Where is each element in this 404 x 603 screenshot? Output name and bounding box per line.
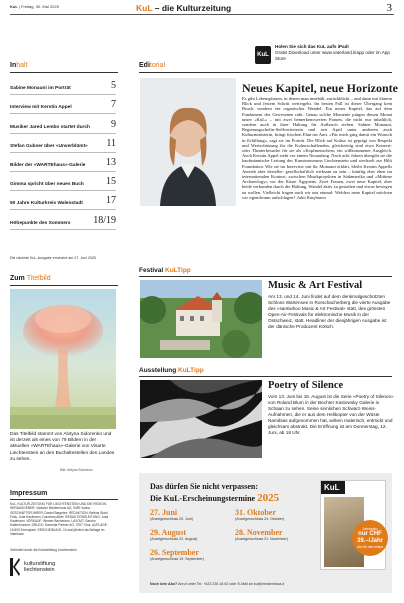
ausstellung-image xyxy=(140,380,262,458)
toc-item xyxy=(10,210,116,229)
app-promo: Holen Sie sich das KuL aufs iPad! Gratis Download unter www.vaterland.li/app oder im App Store xyxy=(275,44,390,61)
next-issue-note: Die nächste KuL-Ausgabe erscheint am 27. Juni 2025 xyxy=(10,256,96,260)
impressum-text: KuL, KULTUR-ZEITUNG FÜR LIECHTENSTEIN UND DIE REGION. HERAUSGEBER: Vaduzer Medienhaus AG, 9490 Vaduz. GESCHÄFTSFÜHRER: Daniel Bargetze. REDAKTION: Bettina Stahl-Frick, Julia Kaufmann, Dorothea Alber. REDAKTIONSLEITUNG: Julia Kaufmann. VERKAUF: Werner Bachmann. LAYOUT: Sandro Kaltenbrunner. DRUCK: Somedia Partner AG, 7007 Chur. AUFLAGE: 15.800 Exemplare. ERSCHEINUNG: 10-mal jährlich als Beilage im Vaterland. xyxy=(10,502,109,537)
ad-date-1: 27. Juni (Anzeigenschluss 20. Juni) xyxy=(150,508,193,521)
inhalt-divider xyxy=(10,72,118,73)
toc-item-page: 13 xyxy=(106,156,116,168)
publication-title: KuL – die Kulturzeitung xyxy=(136,3,232,13)
titelbild-divider xyxy=(10,285,118,286)
header-meta: KuL | Freitag, 30. Mai 2025 xyxy=(10,4,59,9)
magazine-cover: KuL xyxy=(320,480,386,570)
kulturstiftung-logo: kulturstiftung liechtenstein xyxy=(10,558,55,576)
toc-item-page: 15 xyxy=(106,176,116,188)
app-icon: KuL xyxy=(255,46,271,64)
titelbild-heading: Zum Titelbild xyxy=(10,275,51,282)
toc-item-title: Höhepunkte des Sommers xyxy=(10,220,71,226)
toc-item-title: 50 Jahre Kulturkreis Walenstadt xyxy=(10,201,83,207)
ad-date-3: 26. September (Anzeigenschluss 19. September) xyxy=(150,548,204,561)
toc-item xyxy=(10,76,116,95)
festival-body: Am 13. und 14. Juni findet auf dem denkmalgeschützten Schloss Wartensee in Rorschacherberg die vierte Ausgabe des «santiwhoo Music & Art Festival» statt, des grössten Open-Air-Festivals für elektronische Musik in der Ostschweiz, statt. Headliner der diesjährigen Ausgabe ist der dänische Producent Kölsch. xyxy=(268,294,391,329)
ausstellung-divider xyxy=(139,376,392,377)
toc-item-title: Gimma spricht über neues Buch xyxy=(10,182,84,188)
toc-item-title: Interview mit Kerstin Appel xyxy=(10,105,72,111)
ad-headline: Das dürfen Sie nicht verpassen: xyxy=(150,482,259,491)
table-of-contents xyxy=(10,76,116,230)
toc-item xyxy=(10,172,116,191)
toc-item xyxy=(10,153,116,172)
toc-item-title: Sabine Monauni im Porträt xyxy=(10,86,71,92)
festival-image xyxy=(140,280,262,358)
cover-image xyxy=(10,289,116,429)
cover-caption: Das Titelbild stammt von Alvtyna Sidorenko und ist derzeit als eines von 79 Bildern in der aktuellen «WARTEhaus»-Galerie von Visarte Liechtenstein an den Buchaltestellen des Landes zu sehen. xyxy=(10,432,115,462)
editorial-heading: Editorial xyxy=(139,62,166,69)
funding-note: Gefördert durch die Kulturstiftung Liechtenstein xyxy=(10,548,77,552)
kulturstiftung-mark-icon xyxy=(10,558,20,576)
toc-item-title: Musiker Jared Lembo startet durch xyxy=(10,124,90,130)
toc-item-page: 9 xyxy=(111,118,116,130)
toc-item xyxy=(10,95,116,114)
toc-item-page: 18/19 xyxy=(93,214,116,226)
impressum-divider xyxy=(10,499,118,500)
ad-date-4: 31. Oktober (Anzeigenschluss 24. Oktober) xyxy=(235,508,285,521)
ad-date-2: 29. August (Anzeigenschluss 22. August) xyxy=(150,528,198,541)
ad-date-5: 28. November (Anzeigenschluss 21. November) xyxy=(235,528,288,541)
editorial-title: Neues Kapitel, neue Horizonte xyxy=(242,81,398,95)
toc-item-title: Stefan Gubser über «Unverblümt» xyxy=(10,143,88,149)
toc-item xyxy=(10,134,116,153)
toc-item-page: 17 xyxy=(106,195,116,207)
toc-item-page: 5 xyxy=(111,80,116,92)
ad-contact: Noch kein Abo? Anruf unter Tel. +423 236 16 62 oder E-Mail an kul@medienhaus.li xyxy=(150,582,285,586)
toc-item-title: Bilder der «WARTEhaus»-Galerie xyxy=(10,162,86,168)
ausstellung-title: Poetry of Silence xyxy=(268,380,344,391)
ad-subheadline: Die KuL-Erscheinungstermine 2025 xyxy=(150,492,280,504)
toc-item xyxy=(10,114,116,133)
page-number: 3 xyxy=(386,2,392,14)
toc-item xyxy=(10,191,116,210)
festival-divider xyxy=(139,276,392,277)
author-portrait xyxy=(140,78,236,206)
ausstellung-label: Ausstellung KuLTipp xyxy=(139,367,204,374)
header-divider xyxy=(10,14,394,15)
impressum-heading: Impressum xyxy=(10,490,48,497)
ausstellung-body: Vom 13. Juni bis 16. August ist die Serie «Poetry of Silence» von Roland Blum in der Bechter Kastowsky Galerie in Schaan zu sehen. Seine sinnlichen Schwarz-Weiss-Aufnahmen, die er aus dem Helikopter von der Wüste Namibias aufgenommen hat, wirken malerisch, entrückt und gleichsam abstrakt. Die Eröffnung ist am Donnerstag, 12. Juni, ab 18 Uhr. xyxy=(268,394,394,435)
editorial-author: Julia Kaufmann xyxy=(296,194,326,200)
editorial-divider xyxy=(139,72,392,73)
festival-label: Festival KuLTipp xyxy=(139,267,191,274)
festival-title: Music & Art Festival xyxy=(268,280,363,291)
editorial-body: Es gibt Lebensphasen, in denen man innehält, zurückblickt – und dann mit klarem Blick und festem Schritt weitergeht. Im besten Fall ist dieser Übergang kein Bruch, sondern ein organischer Wandel. Ein neues Kapitel, das auf dem Fundament des Gewesenen ruht. Genau solche Momente prägen diesen Monat unser «KuL» – mit zwei bemerkenswerten Frauen, die nicht nur inhaltlich, sondern auch in ihrer Haltung für Aufbruch stehen. Sabine Monauni, Regierungschefin-Stellvertreterin und seit April unter anderem auch Kulturministerin, bringt frischen Elan ins Amt. «Für mich ging damit ein Wunsch in Erfüllung», sagt sie im Porträt. Die Blick auf Kultur ist geprägt von Respekt und Wertschätzung für die Kulturschaffenden, gleichzeitig sind etwa Konzert- oder Theaterbesuche für sie als «Kopfmenschen» ein willkommener Ausgleich. Auch Kerstin Appel steht vor einem Neuanfang. Nach acht Jahren übergibt sie die kaufmännische Leitung des Kunstmuseums Liechtenstein und wechselt zur Hilti Foundation. Wie sie im Interview mit ihr Monauni erklärt, bleibt Kerstin Appells Antrieb aber derselbe: gesellschaftlich wirksam zu sein – künftig eher eben im internationalen Kontext, zwischen Musikprojekten in Südamerika und «Mittime Archaeology» vor der Küste Ägyptens. Zwei Frauen, zwei neue Kapitel, aber beide verbunden durch die Haltung, Wandel aktiv zu gestalten und etwas bewegen zu wollen. Vielleicht fragen auch wir uns einmal: Welches neue Kapitel möchten wir irgendwann aufschlagen? Julia Kaufmann xyxy=(242,96,392,200)
toc-item-page: 7 xyxy=(111,99,116,111)
inhalt-heading: Inhalt xyxy=(10,62,28,69)
toc-item-page: 11 xyxy=(106,137,116,149)
price-badge: Jahresabo nur CHF 39.–/Jahr Abo für den Inland xyxy=(352,520,388,556)
cover-credit: Bild: Alvtyna Sidorenko xyxy=(60,468,93,472)
